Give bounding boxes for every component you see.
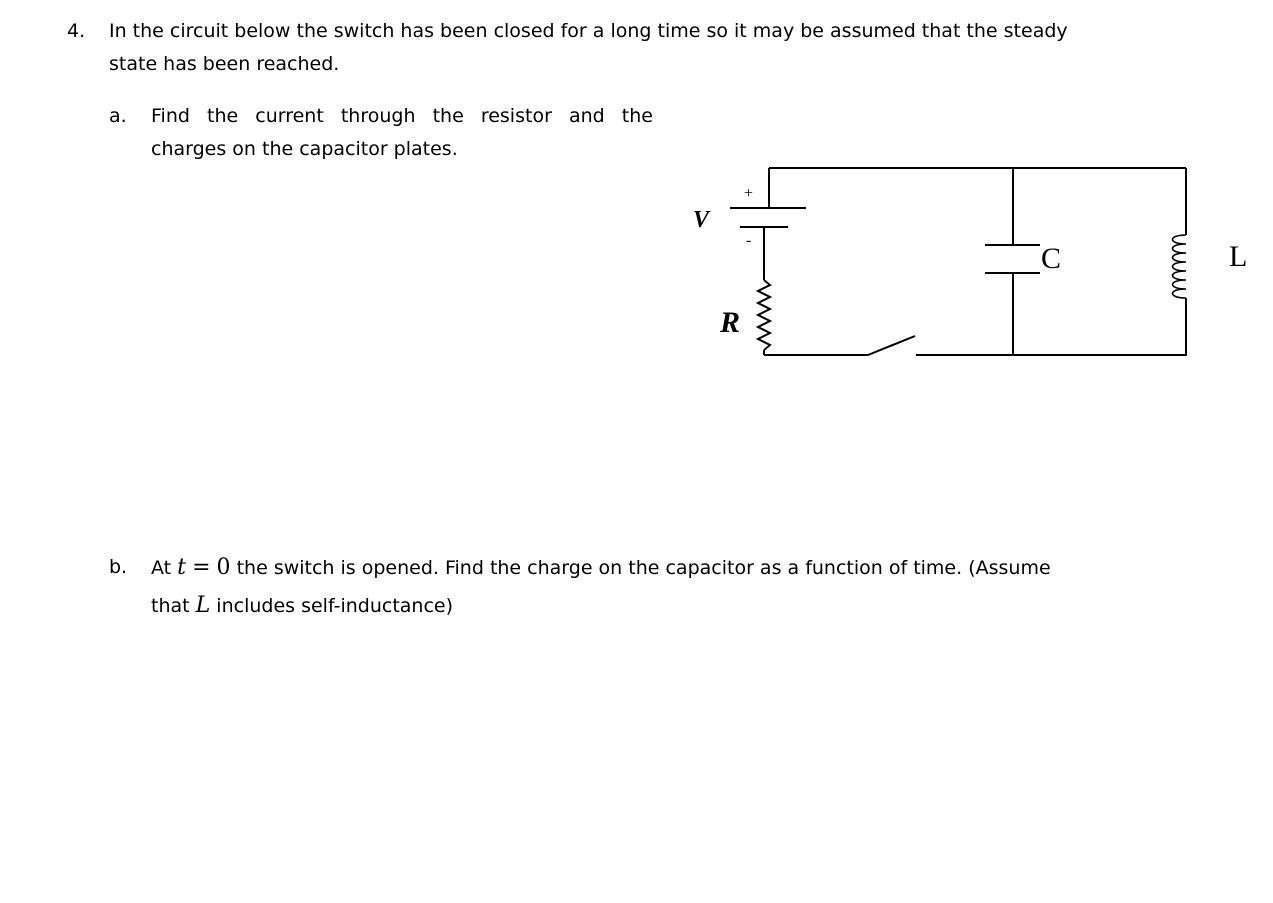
battery-minus-sign: -	[746, 232, 752, 249]
part-b-marker: b.	[109, 556, 128, 578]
problem-intro-line2: state has been reached.	[109, 53, 340, 75]
problem-intro-line1: In the circuit below the switch has been closed for a long time so it may be assumed that the steady	[109, 20, 1068, 42]
battery-label: V	[693, 207, 710, 233]
inductor-coil	[1173, 235, 1187, 298]
part-a-word: current	[255, 105, 324, 127]
part-b-that: that	[151, 595, 190, 617]
switch-blade	[868, 336, 915, 355]
part-a-word: Find	[151, 105, 190, 127]
time-variable: t	[177, 555, 187, 580]
resistor-symbol	[758, 280, 770, 350]
zero-value: 0	[216, 555, 231, 580]
equals-sign: =	[192, 555, 211, 580]
part-b-line2	[151, 589, 453, 623]
part-a-line2: charges on the capacitor plates.	[151, 138, 458, 160]
part-b-line2-text: includes self-inductance)	[216, 595, 453, 617]
part-b-line1	[151, 551, 1051, 585]
part-a-word: and	[568, 105, 605, 127]
part-a-word: the	[207, 105, 239, 127]
part-b-text: the switch is opened. Find the charge on the capacitor as a function of time. (Assume	[236, 557, 1051, 579]
inductor-label: L	[1229, 240, 1248, 273]
part-a-word: resistor	[480, 105, 552, 127]
capacitor-label: C	[1041, 242, 1062, 275]
part-a-word: the	[432, 105, 464, 127]
part-a-word: through	[340, 105, 416, 127]
battery-plus-sign: +	[744, 185, 754, 202]
part-b-at: At	[151, 557, 172, 579]
part-a-word: the	[621, 105, 653, 127]
inductance-variable: L	[195, 593, 211, 618]
part-a-marker: a.	[109, 105, 127, 127]
resistor-label: R	[720, 306, 741, 339]
problem-number: 4.	[67, 20, 86, 42]
